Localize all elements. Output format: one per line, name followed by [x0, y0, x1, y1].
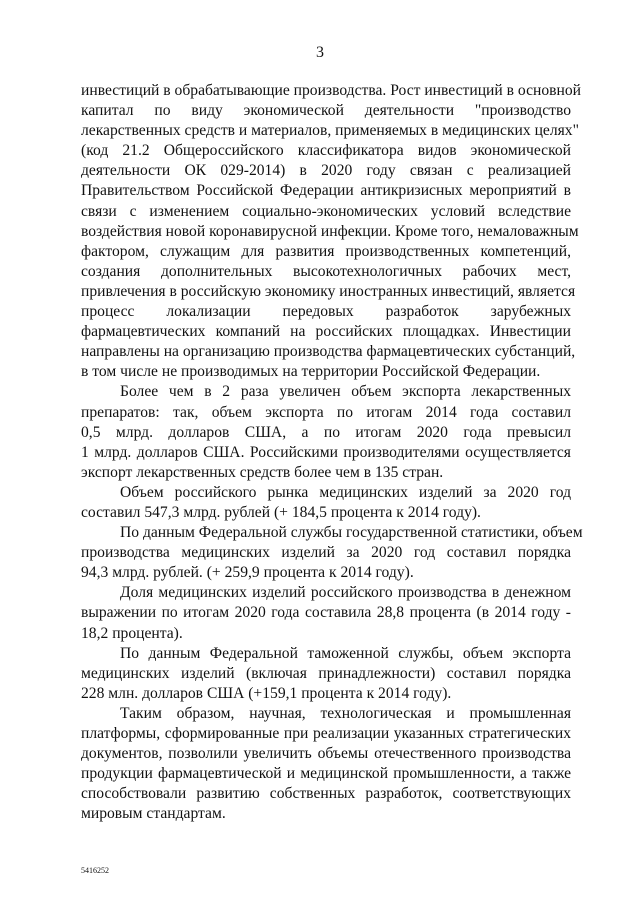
- text-line: выражении по итогам 2020 года составила 28,8 процента (в 2014 году -: [81, 604, 571, 622]
- text-line: Таким образом, научная, технологическая и промышленная: [120, 704, 571, 722]
- text-line: инвестиций в обрабатывающие производства. Рост инвестиций в основной: [81, 82, 581, 99]
- text-line: деятельности ОК 029-2014) в 2020 году связан с реализацией: [81, 162, 571, 180]
- text-line: способствовали развитию собственных разработок, соответствующих: [81, 785, 571, 803]
- text-line: связи с изменением социально-экономических условий вследствие: [81, 202, 571, 220]
- text-line: экспорт лекарственных средств более чем в 135 стран.: [81, 463, 444, 481]
- page-number: 3: [316, 44, 324, 61]
- text-line: Доля медицинских изделий российского производства в денежном: [120, 584, 571, 602]
- text-line: капитал по виду экономической деятельности "производство: [81, 102, 571, 120]
- text-line: направлены на организацию производства фармацевтических субстанций,: [81, 343, 576, 361]
- text-line: 1 млрд. долларов США. Российскими производителями осуществляется: [81, 443, 571, 461]
- text-line: платформы, сформированные при реализации указанных стратегических: [81, 725, 571, 742]
- text-line: в том числе не производимых на территории Российской Федерации.: [81, 363, 541, 381]
- text-line: 18,2 процента).: [81, 624, 183, 642]
- text-line: медицинских изделий (включая принадлежности) составил порядка: [81, 664, 571, 682]
- document-body-text: [81, 81, 583, 824]
- text-line: 0,5 млрд. долларов США, а по итогам 2020 года превысил: [81, 423, 571, 441]
- text-line: продукции фармацевтической и медицинской промышленности, а также: [81, 765, 571, 783]
- text-line: привлечения в российскую экономику иностранных инвестиций, является: [81, 282, 576, 300]
- text-line: (код 21.2 Общероссийского классификатора видов экономической: [81, 142, 571, 160]
- text-line: лекарственных средств и материалов, применяемых в медицинских целях": [81, 122, 579, 140]
- document-code: 5416252: [81, 866, 109, 875]
- text-line: Более чем в 2 раза увеличен объем экспорта лекарственных: [120, 383, 571, 401]
- text-line: 228 млн. долларов США (+159,1 процента к 2014 году).: [81, 684, 452, 702]
- text-line: По данным Федеральной таможенной службы, объем экспорта: [120, 644, 571, 662]
- text-line: процесс локализации передовых разработок зарубежных: [81, 303, 571, 321]
- text-line: По данным Федеральной службы государственной статистики, объем: [120, 524, 583, 542]
- text-line: 94,3 млрд. рублей. (+ 259,9 процента к 2014 году).: [81, 564, 414, 582]
- text-line: фармацевтических компаний на российских площадках. Инвестиции: [81, 323, 571, 341]
- text-line: Правительством Российской Федерации антикризисных мероприятий в: [81, 182, 571, 200]
- text-line: Объем российского рынка медицинских изделий за 2020 год: [120, 483, 571, 501]
- text-line: создания дополнительных высокотехнологичных рабочих мест,: [81, 262, 571, 280]
- text-line: составил 547,3 млрд. рублей (+ 184,5 процента к 2014 году).: [81, 503, 481, 521]
- text-line: фактором, служащим для развития производственных компетенций,: [81, 242, 571, 260]
- text-line: воздействия новой коронавирусной инфекции. Кроме того, немаловажным: [81, 222, 579, 240]
- text-line: препаратов: так, объем экспорта по итогам 2014 года составил: [81, 403, 571, 421]
- text-line: мировым стандартам.: [81, 805, 226, 823]
- text-line: документов, позволили увеличить объемы отечественного производства: [81, 745, 571, 763]
- text-line: производства медицинских изделий за 2020 год составил порядка: [81, 544, 571, 562]
